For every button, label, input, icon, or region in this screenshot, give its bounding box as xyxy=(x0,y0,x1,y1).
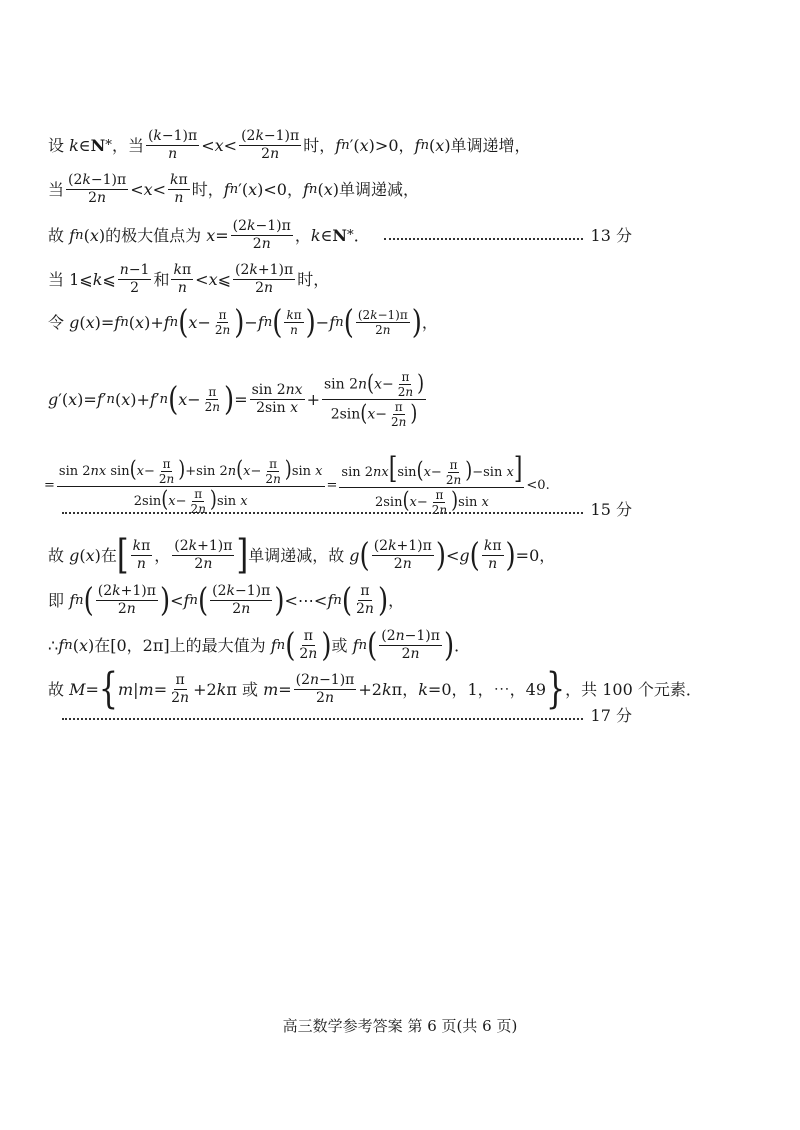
line-1-content: 设 k ∈ N * ，当 $\frac{(k-1)\pi}{n}$ < x < $\frac{(2k-1)\pi}{2n}$ 时， f n ′( x )>0， f n ( x )单调递增， xyxy=(48,128,531,162)
line-10-content: ∴ f n ( x )在[0，2π]上的最大值为 f n ( $\frac{\pi}{2n}$ ) 或 f n ( $\frac{(2n-1)\pi}{2n}$ ) ． xyxy=(48,626,471,665)
line-8-content: 故 g ( x )在 [ $\frac{k\pi}{n}$ ， $\frac{(2k+1)\pi}{2n}$ ] 单调递减，故 g ( $\frac{(2k+1)\pi}{2n}$ ) < g ( $\frac{k\pi}{n}$ ) =0， xyxy=(48,531,556,579)
math-line-6 xyxy=(48,370,632,429)
score-leader-dots xyxy=(62,502,583,514)
math-line-2 xyxy=(48,172,632,207)
score-line-17 xyxy=(48,706,632,726)
line-7-content: = sin 2nx sin(x− $\frac{\pi}{2n}$ )+sin 2n(x− $\frac{\pi}{2n}$ )sin x 2sin(x− $\frac{\pi}{2n}$ )sin x = sin 2nx[sin(x− $\frac{\pi}{2n}$ )−sin x] 2sin(x− $\frac{\pi}{2n}$ )sin x <0. xyxy=(44,452,550,517)
math-line-11 xyxy=(48,664,702,714)
page-footer: 高三数学参考答案 第 6 页(共 6 页) xyxy=(282,1017,518,1035)
score-line-15 xyxy=(48,500,632,520)
score-leader-dots xyxy=(62,708,583,720)
score-17: 17 分 xyxy=(590,706,632,725)
math-line-4 xyxy=(48,262,632,297)
score-13: 13 分 xyxy=(590,225,632,245)
math-line-9 xyxy=(48,583,632,618)
math-line-3 xyxy=(48,218,632,253)
line-11-content: 故 M = { m | m = $\frac{\pi}{2n}$ +2 k π 或 m = $\frac{(2n-1)\pi}{2n}$ +2 k π， k =0，1，⋯，49 } ，共 100 个元素． xyxy=(48,664,702,714)
math-line-5 xyxy=(48,303,632,342)
math-line-1 xyxy=(48,128,632,163)
line-3-content: 故 f n ( x )的极大值点为 x = $\frac{(2k-1)\pi}{2n}$ ， k ∈ N * ． xyxy=(48,218,370,252)
math-line-8 xyxy=(48,531,632,579)
line-5-content: 令 g ( x )= f n ( x )+ f n ( x − $\frac{\pi}{2n}$ ) − f n ( $\frac{k\pi}{n}$ ) − f n ( $\frac{(2k-1)\pi}{2n}$ ) ， xyxy=(48,303,438,342)
line-9-content: 即 f n ( $\frac{(2k+1)\pi}{2n}$ ) < f n ( $\frac{(2k-1)\pi}{2n}$ ) <⋯< f n ( $\frac{\pi}{2n}$ ) ， xyxy=(48,581,405,620)
line-4-content: 当 1⩽ k ⩽ $\frac{n-1}{2}$ 和 $\frac{k\pi}{n}$ < x ⩽ $\frac{(2k+1)\pi}{2n}$ 时， xyxy=(48,262,330,296)
line-2-content: 当 $\frac{(2k-1)\pi}{2n}$ < x < $\frac{k\pi}{n}$ 时， f n ′( x )<0， f n ( x )单调递减， xyxy=(48,172,420,206)
line-6-content: g ′( x )= f ′ n ( x )+ f ′ n ( x − $\frac{\pi}{2n}$ ) = $\frac{\sin 2nx}{\text{2sin x}}$ + sin 2n(x− $\frac{\pi}{2n}$ ) 2sin(x− $\frac{\pi}{2n}$ ) xyxy=(48,369,425,429)
score-15: 15 分 xyxy=(590,500,632,519)
score-leader-dots xyxy=(384,228,583,240)
math-line-10 xyxy=(48,628,632,663)
